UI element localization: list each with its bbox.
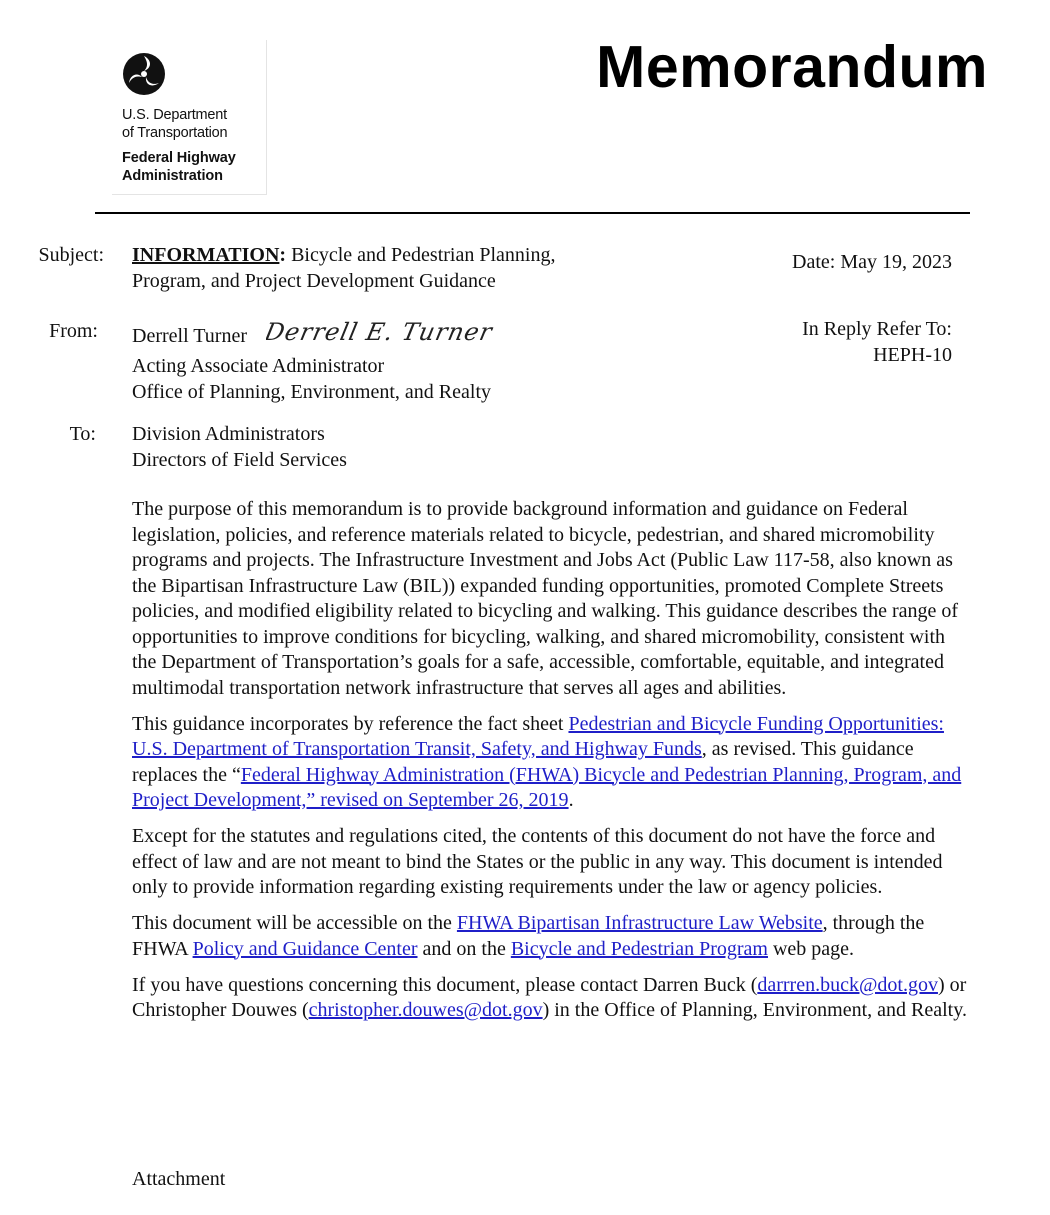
header-divider: [95, 212, 970, 214]
reply-label: In Reply Refer To:: [802, 318, 952, 340]
p4-text-pre: This document will be accessible on the: [132, 912, 457, 934]
subject-label: Subject:: [38, 244, 104, 266]
to-line2: Directors of Field Services: [132, 449, 347, 471]
body-paragraph-disclaimer: Except for the statutes and regulations cited, the contents of this document do not have the force and effect of law and are not meant to bind the States or the public in any way. This document is intended only to provide information regarding existing requirements under the law or agency policies.: [132, 825, 943, 898]
reply-block: [802, 316, 952, 368]
subject-heading-wrap: [132, 244, 286, 266]
subject-line1: Bicycle and Pedestrian Planning,: [286, 244, 556, 266]
p2-text-mid: , as revised. This guidance replaces the “: [132, 738, 914, 786]
to-label: To:: [69, 423, 96, 445]
dot-triskelion-icon: [122, 52, 166, 96]
body-paragraph-purpose: The purpose of this memorandum is to provide background information and guidance on Federal legislation, policies, and reference materials related to bicycle, pedestrian, and shared micromobility programs and projects. The Infrastructure Investment and Jobs Act (Public Law 117-58, also known as the Bipartisan Infrastructure Law (BIL)) expanded funding opportunities, promoted Complete Streets policies, and modified eligibility related to bicycling and walking. This guidance describes the range of opportunities to improve conditions for bicycling, walking, and shared micromobility, consistent with the Department of Transportation’s goals for a safe, accessible, comfortable, equitable, and integrated multimodal transportation network infrastructure that serves all ages and abilities.: [132, 498, 959, 699]
memo-body: [132, 497, 970, 1034]
fact-sheet-link[interactable]: Pedestrian and Bicycle Funding Opportunities: U.S. Department of Transportation Transit, Safety, and Highway Funds: [132, 712, 944, 760]
p5-text-end: ) in the Office of Planning, Environment, and Realty.: [542, 999, 967, 1021]
attachment-label: Attachment: [132, 1168, 226, 1190]
signature: [266, 318, 501, 353]
date-value: May 19, 2023: [840, 251, 952, 273]
body-paragraph-contacts: [132, 973, 970, 1024]
logo-agency-line1: Federal Highway: [122, 150, 236, 166]
p4-text-mid1: , through the FHWA: [132, 912, 925, 960]
p5-text-pre: If you have questions concerning this document, please contact Darren Buck (: [132, 973, 758, 996]
logo-agency-line2: Administration: [122, 168, 223, 184]
from-label: From:: [49, 320, 98, 342]
subject-value: [132, 242, 555, 294]
p2-text-pre: This guidance incorporates by reference the fact sheet: [132, 712, 569, 735]
signature-text: Derrell E. Turner: [265, 318, 496, 346]
previous-guidance-link[interactable]: Federal Highway Administration (FHWA) Bicycle and Pedestrian Planning, Program, and Project Development,” revised on September 26, 2019: [132, 763, 962, 811]
dot-fhwa-logo: [112, 40, 267, 195]
body-paragraph-reference: [132, 712, 970, 814]
logo-dept-line2: of Transportation: [122, 125, 228, 141]
bil-website-link[interactable]: FHWA Bipartisan Infrastructure Law Website: [456, 912, 823, 934]
body-paragraph-accessibility: [132, 911, 970, 962]
from-name: Derrell Turner: [132, 325, 247, 347]
bike-ped-program-link[interactable]: Bicycle and Pedestrian Program: [510, 937, 768, 960]
p5-text-mid: ) or Christopher Douwes (: [132, 973, 967, 1021]
subject-heading-colon: :: [279, 244, 287, 266]
date-label: Date:: [792, 251, 836, 273]
from-value: [132, 318, 501, 405]
p4-text-mid2: and on the: [417, 937, 511, 960]
to-value: [132, 421, 347, 473]
subject-line2: Program, and Project Development Guidance: [132, 270, 496, 292]
p2-text-end: .: [568, 789, 574, 811]
to-line1: Division Administrators: [132, 423, 325, 445]
reply-value: HEPH-10: [873, 344, 952, 366]
from-title: Acting Associate Administrator: [132, 355, 385, 377]
memo-title: Memorandum: [596, 34, 988, 100]
email-link-christopher-douwes[interactable]: christopher.douwes@dot.gov: [308, 999, 543, 1021]
email-link-darren-buck[interactable]: darrren.buck@dot.gov: [757, 973, 938, 996]
from-office: Office of Planning, Environment, and Realty: [132, 381, 491, 403]
subject-heading: INFORMATION: [132, 244, 280, 266]
date-block: [792, 249, 952, 275]
policy-guidance-center-link[interactable]: Policy and Guidance Center: [192, 937, 418, 960]
signature-image: [266, 318, 501, 346]
logo-dept-line1: U.S. Department: [122, 107, 227, 123]
p4-text-end: web page.: [767, 937, 855, 960]
